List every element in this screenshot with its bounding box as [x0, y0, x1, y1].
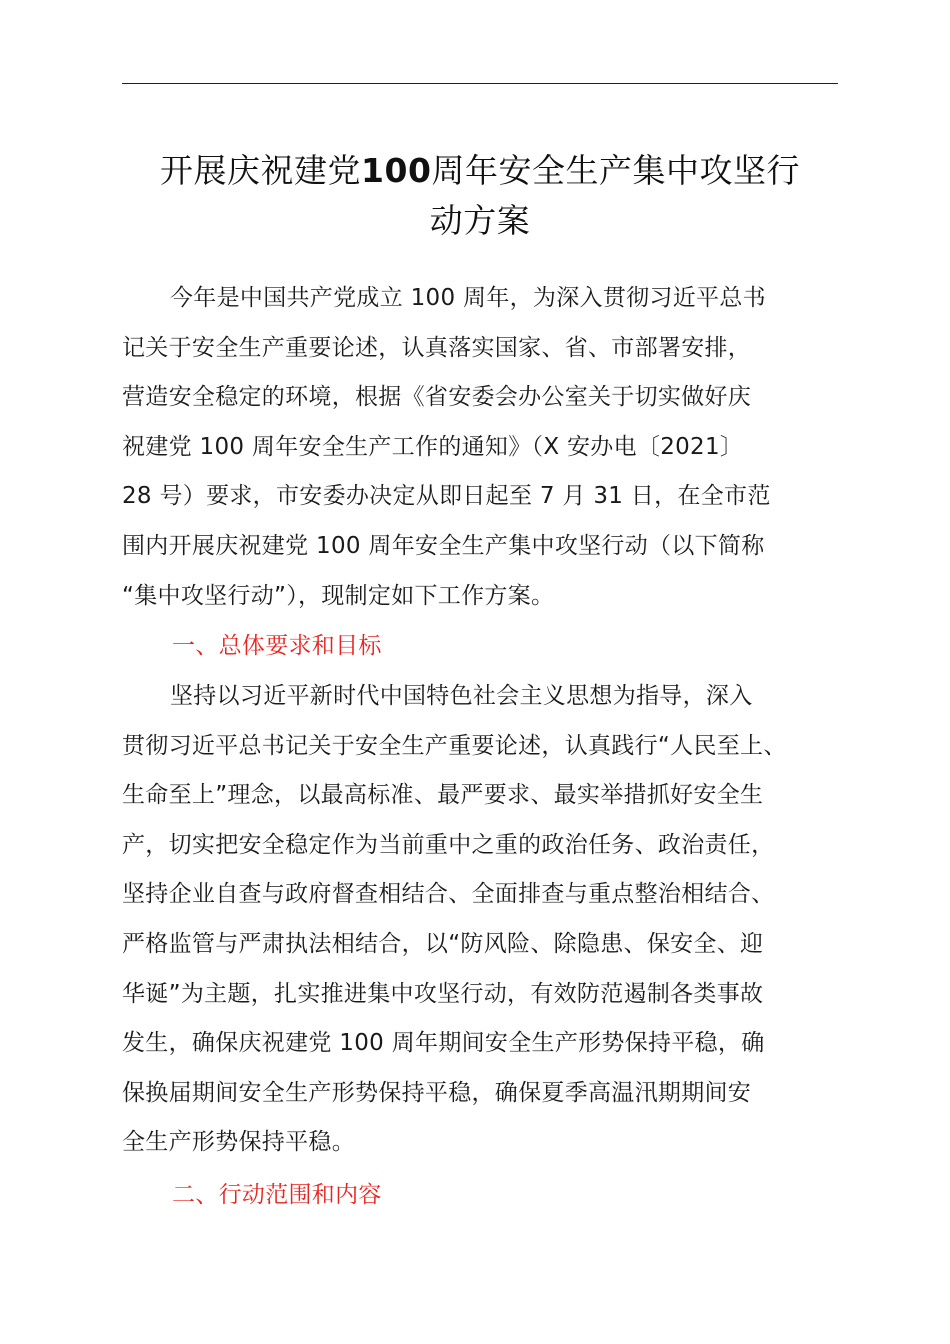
- title-line-2: 动方案: [429, 201, 531, 240]
- paragraph-line: 严格监管与严肃执法相结合，以“防风险、除隐患、保安全、迎: [122, 930, 764, 957]
- section-heading-1: 一、总体要求和目标: [172, 633, 382, 659]
- paragraph-line: 华诞”为主题，扎实推进集中攻坚行动，有效防范遏制各类事故: [122, 980, 764, 1007]
- paragraph-line: 贯彻习近平总书记关于安全生产重要论述，认真践行“人民至上、: [122, 732, 787, 759]
- paragraph-line: 全生产形势保持平稳。: [122, 1129, 355, 1156]
- paragraph-line: 记关于安全生产重要论述，认真落实国家、省、市部署安排，: [122, 334, 752, 361]
- paragraph-line: 生命至上”理念，以最高标准、最严要求、最实举措抓好安全生: [122, 782, 764, 809]
- section1-paragraph: [122, 672, 838, 1168]
- paragraph-line: “集中攻坚行动”），现制定如下工作方案。: [122, 582, 555, 609]
- paragraph-line: 坚持以习近平新时代中国特色社会主义思想为指导，深入: [170, 683, 753, 709]
- paragraph-line: 保换届期间安全生产形势保持平稳，确保夏季高温汛期期间安: [122, 1079, 752, 1106]
- paragraph-line: 祝建党 100 周年安全生产工作的通知》（X 安办电〔2021〕: [122, 433, 744, 460]
- paragraph-line: 坚持企业自查与政府督查相结合、全面排查与重点整治相结合、: [122, 881, 775, 908]
- document-title: [110, 146, 850, 246]
- header-rule: [122, 83, 838, 84]
- paragraph-line: 发生，确保庆祝建党 100 周年期间安全生产形势保持平稳，确: [122, 1030, 765, 1057]
- title-line-1: 开展庆祝建党100周年安全生产集中攻坚行: [160, 151, 800, 190]
- paragraph-line: 营造安全稳定的环境，根据《省安委会办公室关于切实做好庆: [122, 384, 752, 411]
- paragraph-line: 产，切实把安全稳定作为当前重中之重的政治任务、政治责任，: [122, 831, 775, 858]
- section-heading-2: 二、行动范围和内容: [172, 1182, 382, 1208]
- paragraph-line: 围内开展庆祝建党 100 周年安全生产集中攻坚行动（以下简称: [122, 532, 765, 559]
- intro-paragraph: [122, 274, 838, 621]
- paragraph-line: 今年是中国共产党成立 100 周年，为深入贯彻习近平总书: [170, 285, 766, 311]
- paragraph-line: 28 号）要求，市安委办决定从即日起至 7 月 31 日，在全市范: [122, 483, 771, 510]
